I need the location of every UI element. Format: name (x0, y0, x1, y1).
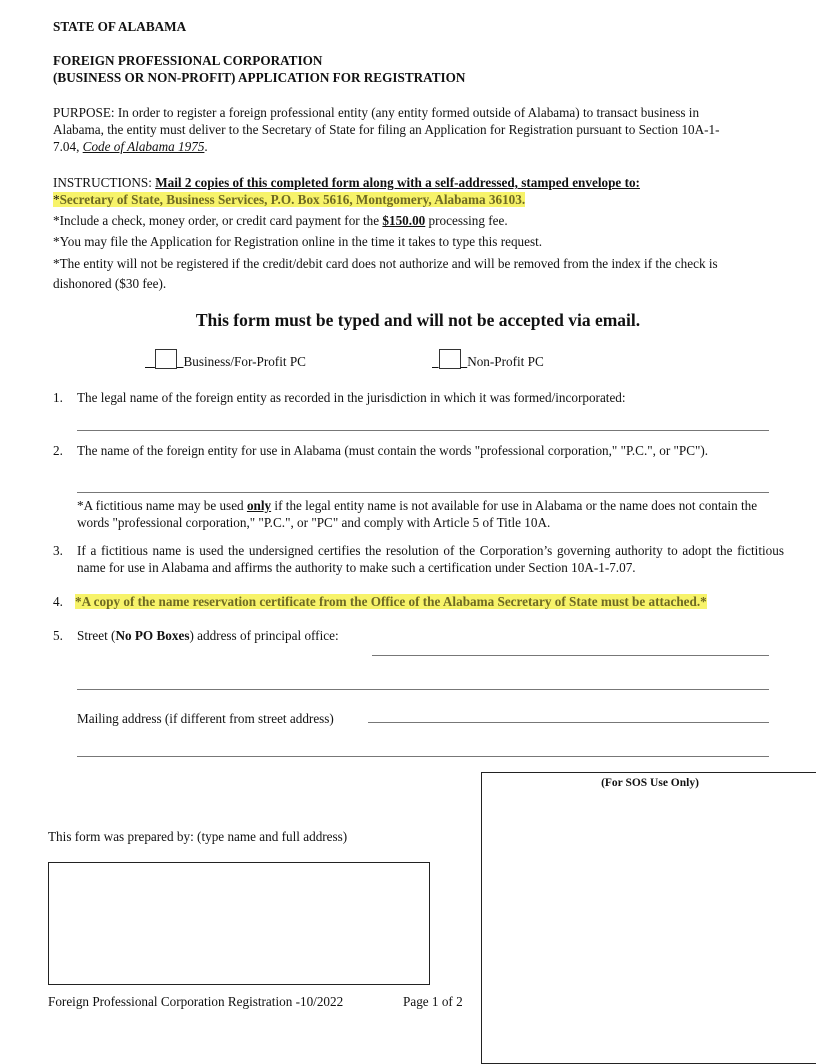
sos-use-box (481, 772, 816, 1064)
item-5-text: Street (No PO Boxes) address of principal office: (77, 628, 339, 643)
legal-name-field[interactable] (77, 430, 769, 431)
business-checkbox[interactable] (155, 349, 177, 369)
item-4-text: *A copy of the name reservation certificate from the Office of the Alabama Secretary of State must be attached.* (75, 594, 707, 609)
form-title-line2: (BUSINESS OR NON-PROFIT) APPLICATION FOR REGISTRATION (53, 70, 466, 85)
dishonored-instruction: *The entity will not be registered if the credit/debit card does not authorize and will be removed from the index if the check is dishonored ($30 fee). (53, 256, 718, 291)
business-option: Business/For-Profit PC (145, 349, 306, 370)
footer-form-id: Foreign Professional Corporation Registration -10/2022 (48, 994, 344, 1009)
item-4-number: 4. (53, 594, 63, 609)
nonprofit-checkbox[interactable] (439, 349, 461, 369)
item-1-text: The legal name of the foreign entity as recorded in the jurisdiction in which it was formed/incorporated: (77, 390, 626, 405)
item-2-text: The name of the foreign entity for use in Alabama (must contain the words "professional corporation," "P.C.", or "PC"). (77, 443, 709, 458)
state-heading: STATE OF ALABAMA (53, 19, 187, 34)
item-2-number: 2. (53, 443, 63, 458)
street-address-field-2[interactable] (77, 689, 769, 690)
item-3-number: 3. (53, 543, 63, 558)
prepared-by-label: This form was prepared by: (type name and full address) (48, 829, 348, 844)
item-5-number: 5. (53, 628, 63, 643)
item-1-number: 1. (53, 390, 63, 405)
typed-notice: This form must be typed and will not be accepted via email. (195, 310, 641, 330)
instructions-heading: INSTRUCTIONS: Mail 2 copies of this completed form along with a self-addressed, stamped envelope to: (53, 175, 640, 190)
mailing-address-highlight: *Secretary of State, Business Services, P.O. Box 5616, Montgomery, Alabama 36103. (53, 192, 526, 207)
nonprofit-option: Non-Profit PC (432, 349, 544, 370)
online-instruction: *You may file the Application for Registration online in the time it takes to type this request. (53, 234, 543, 249)
mailing-address-label: Mailing address (if different from street address) (77, 711, 334, 726)
mailing-address-field-2[interactable] (77, 756, 769, 757)
prepared-by-field[interactable] (48, 862, 430, 985)
mailing-address-field-1[interactable] (368, 722, 769, 723)
item-3-text: If a fictitious name is used the undersigned certifies the resolution of the Corporation’s governing authority to adopt the fictitious name for use in Alabama and affirms the authority to make such a certification under Section 10A-1-7.07. (77, 543, 784, 575)
street-address-field-1[interactable] (372, 655, 769, 656)
alabama-name-field[interactable] (77, 492, 769, 493)
footer-page-number: Page 1 of 2 (403, 994, 463, 1009)
sos-use-label: (For SOS Use Only) (601, 777, 699, 789)
fee-instruction: *Include a check, money order, or credit card payment for the $150.00 processing fee. (53, 213, 508, 228)
form-title-line1: FOREIGN PROFESSIONAL CORPORATION (53, 53, 323, 68)
fictitious-name-note: *A fictitious name may be used only if the legal entity name is not available for use in Alabama or the name does not contain the words "professional corporation," "P.C.", or "PC" and comply with Article 5 of Title 10A. (77, 498, 758, 530)
purpose-paragraph: PURPOSE: In order to register a foreign professional entity (any entity formed outside of Alabama) to transact business in Alabama, the entity must deliver to the Secretary of State for filing an Application for Registration pursuant to Section 10A-1-7.04, Code of Alabama 1975. (53, 105, 720, 154)
